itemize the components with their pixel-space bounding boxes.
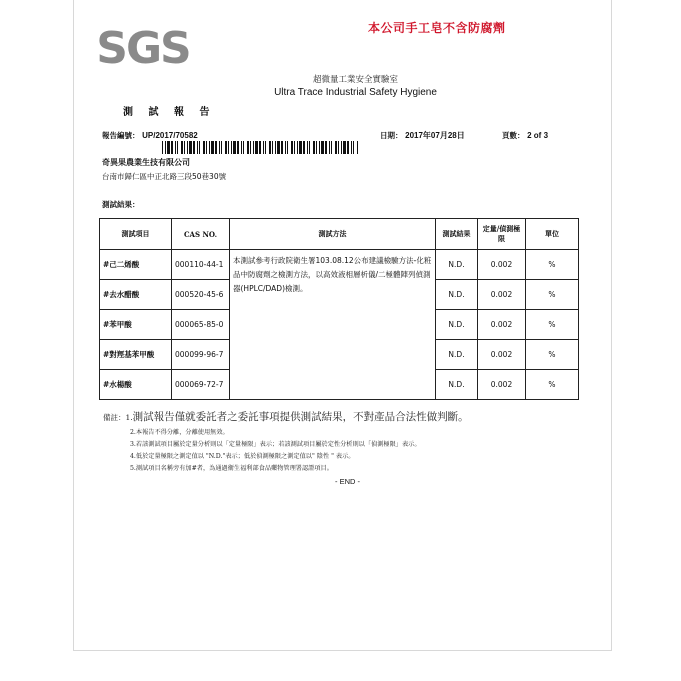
test-item: #水楊酸 xyxy=(100,370,172,400)
column-header: 測試方法 xyxy=(230,219,436,250)
column-header: CAS NO. xyxy=(172,219,230,250)
detection-limit: 0.002 xyxy=(478,370,526,400)
remark-line: 3.若該測試項目屬於定量分析則以「定量極限」表示；若該測試項目屬於定性分析則以「偵測極限」表示。 xyxy=(130,441,421,448)
cas-number: 000099-96-7 xyxy=(172,340,230,370)
unit: % xyxy=(526,310,579,340)
detection-limit: 0.002 xyxy=(478,280,526,310)
results-table xyxy=(99,218,579,400)
report-date-label: 日期： xyxy=(380,131,403,140)
test-result: N.D. xyxy=(436,370,478,400)
unit: % xyxy=(526,340,579,370)
remark-line: 5.測試項目名稱旁有加#者，為通過衛生福利部食品藥物管理署認證項目。 xyxy=(130,465,333,472)
cas-number: 000069-72-7 xyxy=(172,370,230,400)
sgs-logo xyxy=(96,21,190,74)
client-address: 台南市歸仁區中正北路三段50巷30號 xyxy=(102,172,227,181)
client-company: 奇異果農業生技有限公司 xyxy=(102,158,190,167)
unit: % xyxy=(526,280,579,310)
test-result: N.D. xyxy=(436,280,478,310)
test-method: 本測試參考行政院衛生署103.08.12公布建議檢驗方法-化粧品中防腐劑之檢測方法，以高效液相層析儀/二極體陣列偵測器(HPLC/DAD)檢測。 xyxy=(230,250,436,400)
results-label: 測試結果： xyxy=(102,200,140,209)
cas-number: 000065-85-0 xyxy=(172,310,230,340)
report-title: 測 試 報 告 xyxy=(123,107,216,118)
test-item: #己二烯酸 xyxy=(100,250,172,280)
table-header-row xyxy=(100,219,579,250)
test-item: #苯甲酸 xyxy=(100,310,172,340)
unit: % xyxy=(526,370,579,400)
test-result: N.D. xyxy=(436,310,478,340)
table-row xyxy=(100,250,579,280)
notice-text: 本公司手工皂不含防腐劑 xyxy=(368,21,506,35)
barcode xyxy=(162,141,358,154)
unit: % xyxy=(526,250,579,280)
page-count-value: 2 of 3 xyxy=(527,131,549,140)
report-date xyxy=(380,130,465,141)
remark-first-text: 測試報告僅就委託者之委託事項提供測試結果，不對產品合法性做判斷。 xyxy=(132,411,469,423)
page-count-label: 頁數： xyxy=(502,131,525,140)
detection-limit: 0.002 xyxy=(478,340,526,370)
cas-number: 000110-44-1 xyxy=(172,250,230,280)
remark-line: 4.低於定量極限之測定值以 "N.D."表示；低於偵測極限之測定值以" 陰性 " 表示。 xyxy=(130,453,355,460)
column-header: 單位 xyxy=(526,219,579,250)
report-number xyxy=(102,130,198,141)
remarks xyxy=(103,409,469,472)
end-mark: - END - xyxy=(335,477,360,486)
lab-name-en: Ultra Trace Industrial Safety Hygiene xyxy=(274,87,437,98)
svg-text:SGS: SGS xyxy=(96,23,190,74)
column-header: 測試結果 xyxy=(436,219,478,250)
test-result: N.D. xyxy=(436,340,478,370)
remark-lead: 備註：1. xyxy=(103,413,133,422)
test-result: N.D. xyxy=(436,250,478,280)
lab-name-cn: 超微量工業安全實驗室 xyxy=(312,75,398,85)
detection-limit: 0.002 xyxy=(478,310,526,340)
page-count xyxy=(502,130,548,141)
column-header: 定量/偵測極限 xyxy=(478,219,526,250)
detection-limit: 0.002 xyxy=(478,250,526,280)
column-header: 測試項目 xyxy=(100,219,172,250)
test-item: #對羥基苯甲酸 xyxy=(100,340,172,370)
test-item: #去水醋酸 xyxy=(100,280,172,310)
remark-line xyxy=(103,409,469,424)
cas-number: 000520-45-6 xyxy=(172,280,230,310)
report-date-value: 2017年07月28日 xyxy=(405,131,465,140)
report-number-value: UP/2017/70582 xyxy=(142,131,198,140)
remark-line: 2.本報告不得分離，分離使用無效。 xyxy=(130,429,229,436)
report-number-label: 報告編號： xyxy=(102,131,140,140)
